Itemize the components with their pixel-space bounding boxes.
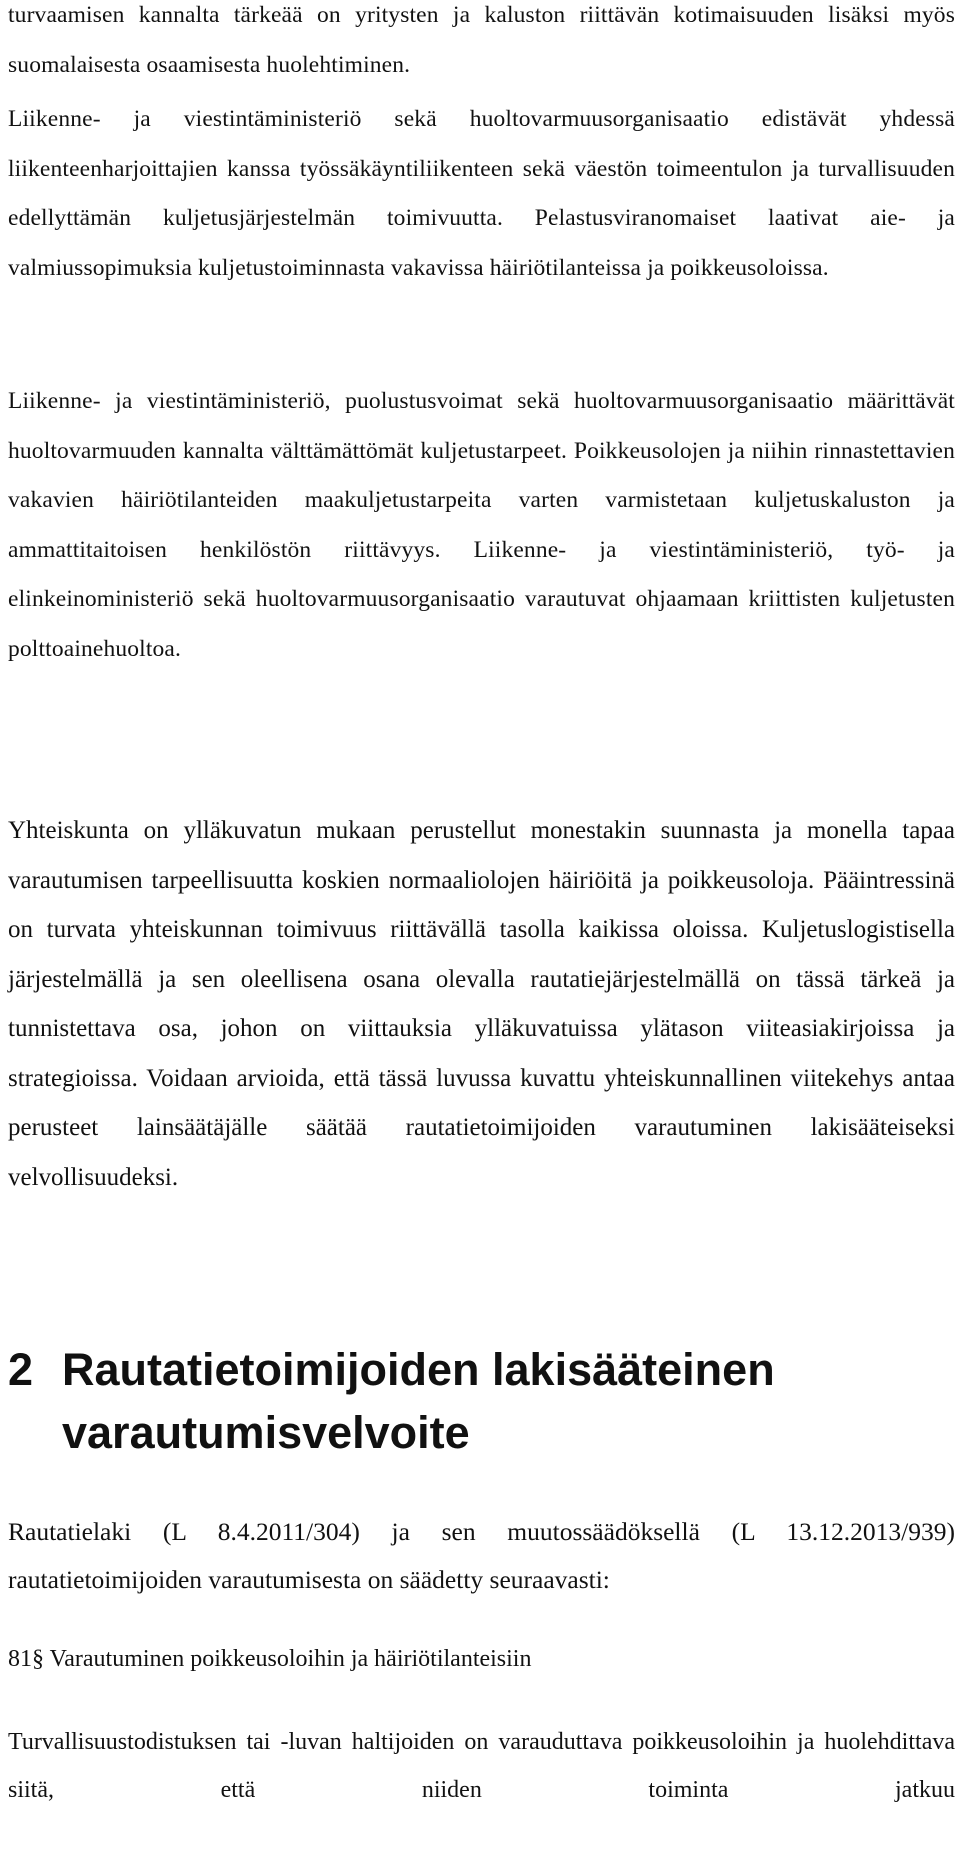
section-heading	[8, 1338, 955, 1464]
paragraph-transport-needs: Liikenne- ja viestintäministeriö, puolustusvoimat sekä huoltovarmuusorganisaatio määrittävät huoltovarmuuden kannalta välttämättömät kuljetustarpeet. Poikkeusolojen ja niihin rinnastettavien vakavien häiriötilanteiden maakuljetustarpeita varten varmistetaan kuljetuskaluston ja ammattitaitoisen henkilöstön riittävyys. Liikenne- ja viestintäministeriö, työ- ja elinkeinoministeriö sekä huoltovarmuusorganisaatio varautuvat ohjaamaan kriittisten kuljetusten polttoainehuoltoa.	[8, 388, 955, 662]
paragraph-society-justification: Yhteiskunta on ylläkuvatun mukaan perustellut monestakin suunnasta ja monella tapaa varautumisen tarpeellisuutta koskien normaaliolojen häiriöitä ja poikkeusoloja. Pääintressinä on turvata yhteiskunnan toimivuus riittävällä tasolla kaikissa oloissa. Kuljetuslogistisella järjestelmällä ja sen oleellisena osana olevalla rautatiejärjestelmällä on tässä tärkeä ja tunnistettava osa, johon on viittauksia ylläkuvatuissa ylätason viiteasiakirjoissa ja strategioissa. Voidaan arvioida, että tässä luvussa kuvattu yhteiskunnallinen viitekehys antaa perusteet lainsäätäjälle säätää rautatietoimijoiden varautuminen lakisääteiseksi velvollisuudeksi.	[8, 817, 955, 1191]
paragraph-intro-continuation: turvaamisen kannalta tärkeää on yritysten ja kaluston riittävän kotimaisuuden lisäksi myös suomalaisesta osaamisesta huolehtiminen.	[8, 2, 955, 78]
section-number: 2	[8, 1344, 34, 1395]
paragraph-ministry-cooperation: Liikenne- ja viestintäministeriö sekä huoltovarmuusorganisaatio edistävät yhdessä liikenteenharjoittajien kanssa työssäkäyntiliikenteen sekä väestön toimeentulon ja turvallisuuden edellyttämän kuljetusjärjestelmän toimivuutta. Pelastusviranomaiset laativat aie- ja valmiussopimuksia kuljetustoiminnasta vakavissa häiriötilanteissa ja poikkeusoloissa.	[8, 106, 955, 281]
paragraph-safety-certificate: Turvallisuustodistuksen tai -luvan haltijoiden on varauduttava poikkeusoloihin ja huolehdittava siitä, että niiden toiminta jatkuu	[8, 1729, 955, 1803]
section-title-line-1: Rautatietoimijoiden lakisääteinen	[62, 1344, 775, 1395]
paragraph-railway-act: Rautatielaki (L 8.4.2011/304) ja sen muutossäädöksellä (L 13.12.2013/939) rautatietoimijoiden varautumisesta on säädetty seuraavasti:	[8, 1517, 955, 1594]
section-reference: 81§ Varautuminen poikkeusoloihin ja häiriötilanteisiin	[8, 1646, 532, 1672]
section-title-line-2: varautumisvelvoite	[62, 1407, 470, 1458]
